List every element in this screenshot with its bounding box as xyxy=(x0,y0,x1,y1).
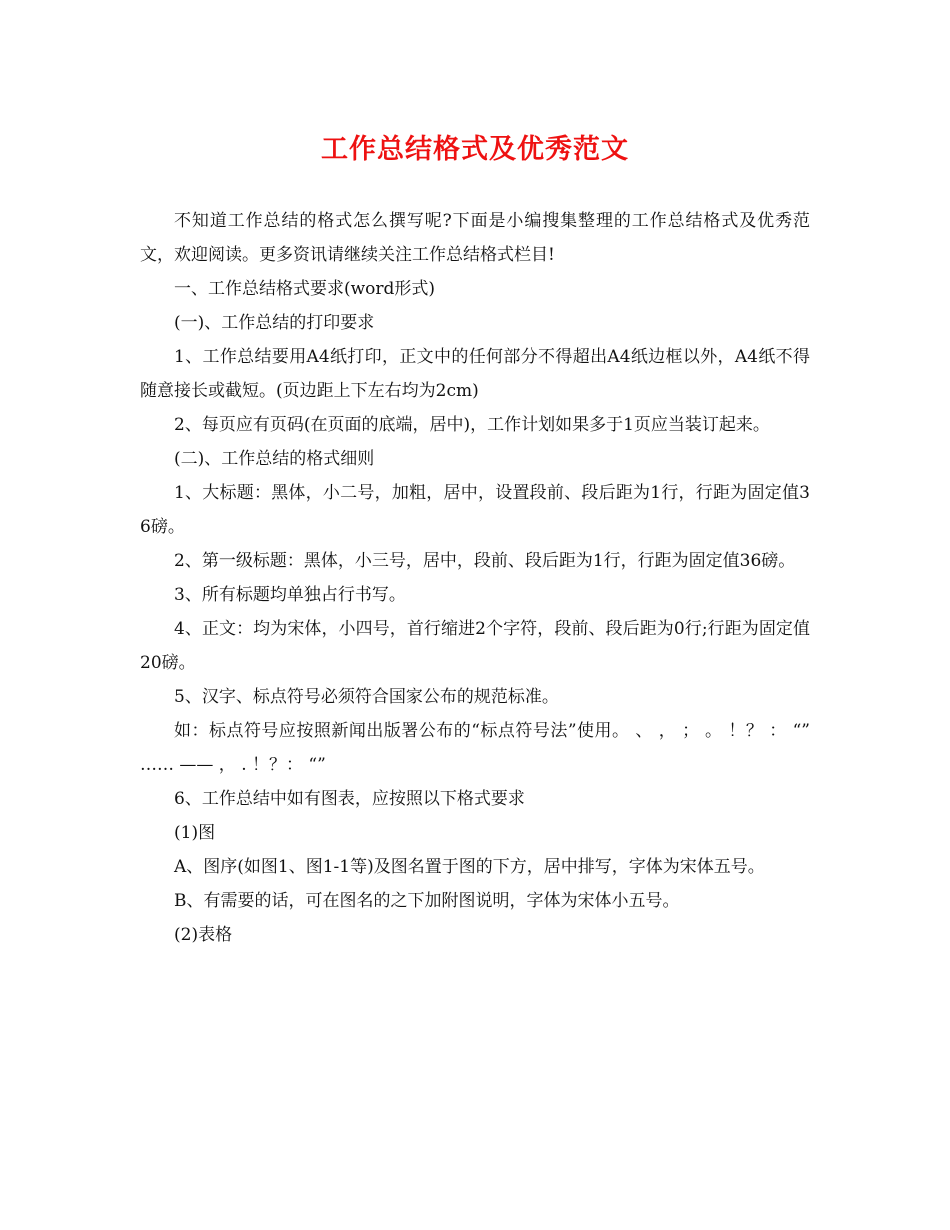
paragraph-figure-rule-a: A、图序(如图1、图1-1等)及图名置于图的下方，居中排写，字体为宋体五号。 xyxy=(174,857,765,877)
paragraph-punctuation-example: 如：标点符号应按照新闻出版署公布的“标点符号法”使用。 、 ， ； 。 ！？ ： “” …… —— ， . ！？： “” xyxy=(140,721,810,775)
paragraph-format-rule-1: 1、大标题：黑体，小二号，加粗，居中，设置段前、段后距为1行，行距为固定值36磅。 xyxy=(140,483,810,537)
paragraph-subsection-1-heading: (一)、工作总结的打印要求 xyxy=(174,313,375,333)
paragraph-print-rule-1: 1、工作总结要用A4纸打印，正文中的任何部分不得超出A4纸边框以外，A4纸不得随意接长或截短。(页边距上下左右均为2cm) xyxy=(140,347,810,401)
paragraph-format-rule-5: 5、汉字、标点符号必须符合国家公布的规范标准。 xyxy=(174,687,559,707)
document-body xyxy=(140,204,810,952)
paragraph-subsection-2-heading: (二)、工作总结的格式细则 xyxy=(174,449,375,469)
paragraph-format-rule-2: 2、第一级标题：黑体，小三号，居中，段前、段后距为1行，行距为固定值36磅。 xyxy=(174,551,796,571)
paragraph-intro: 不知道工作总结的格式怎么撰写呢?下面是小编搜集整理的工作总结格式及优秀范文，欢迎阅读。更多资讯请继续关注工作总结格式栏目! xyxy=(140,211,810,265)
paragraph-figure-heading: (1)图 xyxy=(174,823,216,843)
paragraph-print-rule-2: 2、每页应有页码(在页面的底端，居中)，工作计划如果多于1页应当装订起来。 xyxy=(174,415,770,435)
paragraph-format-rule-4: 4、正文：均为宋体，小四号，首行缩进2个字符，段前、段后距为0行;行距为固定值20磅。 xyxy=(140,619,810,673)
paragraph-format-rule-3: 3、所有标题均单独占行书写。 xyxy=(174,585,406,605)
paragraph-section-1-heading: 一、工作总结格式要求(word形式) xyxy=(174,279,436,299)
paragraph-figure-rule-b: B、有需要的话，可在图名的之下加附图说明，字体为宋体小五号。 xyxy=(174,891,680,911)
document-title: 工作总结格式及优秀范文 xyxy=(321,134,629,165)
paragraph-table-heading: (2)表格 xyxy=(174,925,233,945)
paragraph-format-rule-6: 6、工作总结中如有图表，应按照以下格式要求 xyxy=(174,789,525,809)
